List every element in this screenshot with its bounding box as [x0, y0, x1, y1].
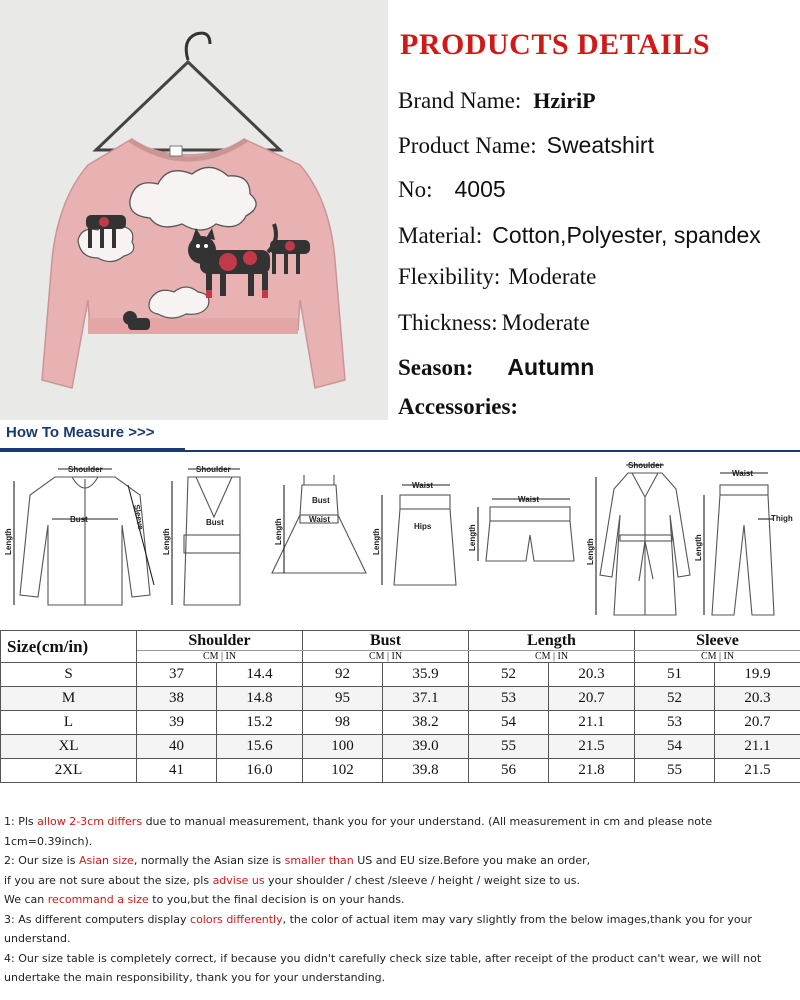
note-text: 2: Our size is — [4, 854, 79, 867]
product-name-label: Product Name: — [398, 133, 537, 158]
vest-diagram — [162, 465, 240, 605]
value-cell: 19.9 — [715, 663, 800, 687]
note-1 — [4, 812, 796, 851]
thickness-value: Moderate — [501, 310, 590, 335]
note-text: 1: Pls — [4, 815, 38, 828]
note-3 — [4, 910, 796, 949]
svg-text:Length: Length — [468, 524, 477, 551]
thigh-label: Thigh — [771, 514, 793, 523]
flexibility-label: Flexibility: — [398, 264, 501, 289]
svg-text:Waist: Waist — [412, 481, 434, 490]
value-cell: 20.3 — [715, 687, 800, 711]
skirt-diagram — [372, 481, 456, 585]
svg-text:Shoulder: Shoulder — [196, 465, 231, 474]
accessories-row — [398, 394, 528, 420]
number-row — [398, 176, 506, 203]
value-cell: 92 — [303, 663, 383, 687]
note-text: We can — [4, 893, 48, 906]
value-cell: 39.8 — [383, 759, 469, 783]
length-label: Length — [4, 528, 13, 555]
note-text: 4: Our size table is completely correct, if because you didn't carefully check size table, after receipt of the product can't wear, we will not undertake the main responsibility, thank you for your understanding. — [4, 951, 762, 984]
thickness-label: Thickness: — [398, 310, 498, 335]
season-row — [398, 354, 594, 381]
shoulder-label: Shoulder — [68, 465, 103, 474]
brand-name-value: HziriP — [533, 88, 596, 113]
bust-label: Bust — [70, 515, 88, 524]
svg-text:Length: Length — [586, 538, 595, 565]
note-text: if you are not sure about the size, pls — [4, 873, 213, 887]
value-cell: 35.9 — [383, 663, 469, 687]
dress-diagram — [272, 475, 366, 573]
value-cell: 52 — [469, 663, 549, 687]
value-cell: 16.0 — [217, 759, 303, 783]
value-cell: 53 — [635, 711, 715, 735]
svg-text:Length: Length — [694, 534, 703, 561]
value-cell: 14.8 — [217, 687, 303, 711]
size-header: Size(cm/in) — [1, 631, 137, 663]
material-row — [398, 222, 761, 249]
value-cell: 15.6 — [217, 735, 303, 759]
note-text: your shoulder / chest /sleeve / height / weight size to us. — [264, 873, 580, 887]
note-highlight: colors differently — [190, 912, 283, 926]
table-row — [1, 663, 800, 687]
value-cell: 21.1 — [549, 711, 635, 735]
accessories-label: Accessories: — [398, 394, 519, 419]
measure-diagrams — [0, 455, 800, 625]
size-cell: S — [1, 663, 137, 687]
value-cell: 54 — [469, 711, 549, 735]
season-label: Season: — [398, 355, 474, 380]
material-label: Material: — [398, 223, 483, 248]
svg-text:Length: Length — [372, 528, 381, 555]
svg-text:Bust: Bust — [312, 496, 330, 505]
svg-text:Bust: Bust — [206, 518, 224, 527]
flexibility-value: Moderate — [508, 264, 597, 289]
value-cell: 102 — [303, 759, 383, 783]
product-name-value: Sweatshirt — [546, 132, 654, 158]
value-cell: 52 — [635, 687, 715, 711]
note-4 — [4, 949, 796, 988]
shoulder-header: Shoulder — [137, 631, 303, 651]
value-cell: 38.2 — [383, 711, 469, 735]
how-to-measure-underline — [0, 448, 185, 452]
how-to-measure-header — [0, 420, 800, 452]
unit-label: CM | IN — [137, 651, 303, 663]
thickness-row — [398, 310, 590, 336]
sweatshirt-illustration — [0, 0, 388, 420]
value-cell: 21.5 — [549, 735, 635, 759]
season-value: Autumn — [507, 354, 595, 380]
product-name-row — [398, 132, 654, 159]
number-value: 4005 — [454, 176, 506, 202]
note-text: due to manual measurement, thank you for your understand. (All measurement in cm and please note 1cm=0.39inch). — [4, 815, 713, 848]
value-cell: 15.2 — [217, 711, 303, 735]
how-to-measure-title: How To Measure >>> — [6, 424, 155, 441]
brand-name-row — [398, 88, 596, 114]
note-2 — [4, 851, 796, 871]
note-2-recommend — [4, 890, 796, 910]
svg-text:Waist: Waist — [518, 495, 540, 504]
value-cell: 51 — [635, 663, 715, 687]
svg-text:Length: Length — [162, 528, 171, 555]
table-row — [1, 735, 800, 759]
value-cell: 21.5 — [715, 759, 800, 783]
size-cell: L — [1, 711, 137, 735]
value-cell: 37.1 — [383, 687, 469, 711]
note-highlight: Asian size — [78, 854, 134, 867]
size-table — [0, 630, 800, 783]
svg-text:Waist: Waist — [732, 469, 754, 478]
note-highlight: smaller than — [284, 854, 354, 867]
sleeve-header: Sleeve — [635, 631, 800, 651]
size-cell: M — [1, 687, 137, 711]
size-cell: XL — [1, 735, 137, 759]
value-cell: 40 — [137, 735, 217, 759]
note-highlight: allow 2-3cm differs — [37, 815, 143, 828]
number-label: No: — [398, 177, 433, 202]
value-cell: 38 — [137, 687, 217, 711]
note-2-continued — [4, 871, 796, 891]
length-header: Length — [469, 631, 635, 651]
value-cell: 20.7 — [715, 711, 800, 735]
unit-label: CM | IN — [469, 651, 635, 663]
value-cell: 95 — [303, 687, 383, 711]
note-text: US and EU size.Before you make an order, — [353, 854, 591, 867]
svg-text:Length: Length — [274, 518, 283, 545]
value-cell: 20.7 — [549, 687, 635, 711]
flexibility-row — [398, 264, 596, 290]
size-notes — [4, 812, 796, 988]
hips-label: Hips — [414, 522, 432, 531]
coat-diagram — [586, 461, 690, 615]
value-cell: 53 — [469, 687, 549, 711]
note-highlight: advise us — [212, 873, 265, 887]
value-cell: 41 — [137, 759, 217, 783]
table-row — [1, 687, 800, 711]
value-cell: 21.1 — [715, 735, 800, 759]
value-cell: 39.0 — [383, 735, 469, 759]
note-text: 3: As different computers display — [4, 912, 191, 926]
size-cell: 2XL — [1, 759, 137, 783]
table-row — [1, 759, 800, 783]
unit-label: CM | IN — [303, 651, 469, 663]
value-cell: 14.4 — [217, 663, 303, 687]
note-text: to you,but the final decision is on your hands. — [148, 893, 405, 906]
product-photo — [0, 0, 388, 420]
table-header-row — [1, 631, 800, 651]
unit-label: CM | IN — [635, 651, 800, 663]
bust-header: Bust — [303, 631, 469, 651]
note-text: , normally the Asian size is — [133, 854, 285, 867]
value-cell: 56 — [469, 759, 549, 783]
value-cell: 98 — [303, 711, 383, 735]
table-row — [1, 711, 800, 735]
value-cell: 20.3 — [549, 663, 635, 687]
pants-diagram — [694, 469, 793, 615]
value-cell: 37 — [137, 663, 217, 687]
svg-text:Waist: Waist — [309, 515, 331, 524]
shorts-diagram — [468, 495, 574, 561]
value-cell: 55 — [635, 759, 715, 783]
sleeve-label: Sleeve — [132, 503, 146, 531]
brand-name-label: Brand Name: — [398, 88, 522, 113]
value-cell: 39 — [137, 711, 217, 735]
note-text: , the color of actual item may vary slightly from the below images,thank you for your understand. — [4, 912, 753, 945]
note-highlight: recommand a size — [47, 893, 149, 906]
shirt-diagram — [4, 465, 154, 605]
material-value: Cotton,Polyester, spandex — [492, 222, 761, 248]
svg-text:Shoulder: Shoulder — [628, 461, 663, 470]
products-details-title: PRODUCTS DETAILS — [400, 28, 711, 61]
value-cell: 55 — [469, 735, 549, 759]
value-cell: 21.8 — [549, 759, 635, 783]
value-cell: 100 — [303, 735, 383, 759]
value-cell: 54 — [635, 735, 715, 759]
